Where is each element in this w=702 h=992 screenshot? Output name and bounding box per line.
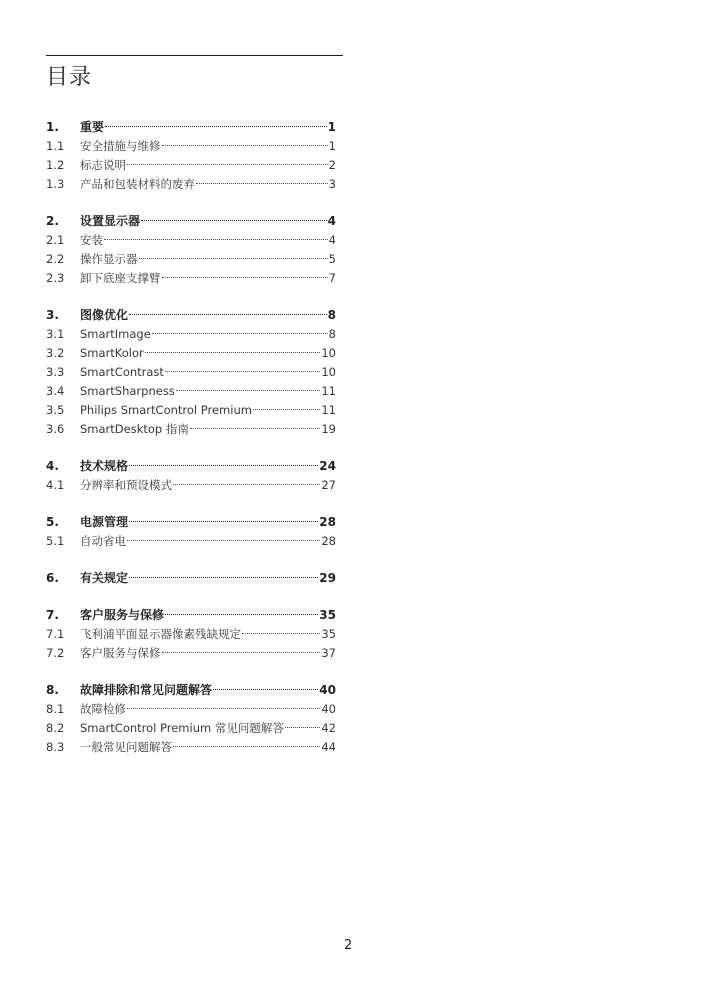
toc-entry-page: 42 bbox=[321, 721, 336, 735]
toc-section-8[interactable] bbox=[46, 675, 336, 697]
toc-entry-number: 2.3 bbox=[46, 271, 65, 285]
toc-entry-title: 标志说明 bbox=[80, 158, 126, 172]
dot-leader bbox=[127, 694, 320, 713]
toc-entry-page: 5 bbox=[328, 252, 336, 266]
toc-entry-number: 4.1 bbox=[46, 478, 65, 492]
toc-entry-title: 技术规格 bbox=[80, 459, 129, 473]
dot-leader bbox=[190, 414, 320, 433]
dot-leader bbox=[139, 244, 328, 263]
toc-entry-number: 3.5 bbox=[46, 403, 65, 417]
toc-entry-page: 28 bbox=[319, 515, 336, 529]
toc-entry-number: 2.2 bbox=[46, 252, 65, 266]
toc-entry-number: 8.2 bbox=[46, 721, 65, 735]
toc-section-2[interactable] bbox=[46, 206, 336, 228]
toc-entry-page: 27 bbox=[321, 478, 336, 492]
dot-leader bbox=[253, 395, 320, 414]
toc-entry-page: 7 bbox=[328, 271, 336, 285]
toc-entry-number: 7. bbox=[46, 608, 59, 622]
toc-entry-number: 8.3 bbox=[46, 740, 65, 754]
toc-entry-number: 2.1 bbox=[46, 233, 65, 247]
table-of-contents bbox=[46, 112, 336, 754]
dot-leader bbox=[213, 675, 318, 694]
toc-entry-title: SmartKolor bbox=[80, 346, 144, 360]
dot-leader bbox=[152, 319, 328, 338]
toc-entry-title: 客户服务与保修 bbox=[80, 608, 165, 622]
toc-entry-title: SmartImage bbox=[80, 327, 151, 341]
toc-entry-title: 故障检修 bbox=[80, 702, 126, 716]
dot-leader bbox=[127, 150, 328, 169]
toc-entry-page: 35 bbox=[321, 627, 336, 641]
toc-entry-number: 5.1 bbox=[46, 534, 65, 548]
dot-leader bbox=[104, 225, 328, 244]
toc-entry-page: 2 bbox=[328, 158, 336, 172]
page-number: 2 bbox=[344, 938, 353, 953]
toc-entry-number: 1.3 bbox=[46, 177, 65, 191]
toc-section-3[interactable] bbox=[46, 300, 336, 322]
toc-entry-page: 24 bbox=[319, 459, 336, 473]
dot-leader bbox=[162, 263, 328, 282]
toc-entry-number: 5. bbox=[46, 515, 59, 529]
dot-leader bbox=[141, 206, 327, 225]
toc-entry-number: 3.4 bbox=[46, 384, 65, 398]
toc-entry-title: 安全措施与维修 bbox=[80, 139, 161, 153]
page-title: 目录 bbox=[46, 65, 93, 90]
toc-section-1[interactable] bbox=[46, 112, 336, 134]
dot-leader bbox=[145, 338, 321, 357]
dot-leader bbox=[173, 732, 320, 751]
toc-section-6[interactable] bbox=[46, 563, 336, 585]
toc-entry-page: 4 bbox=[328, 233, 336, 247]
toc-entry-title: Philips SmartControl Premium bbox=[80, 403, 252, 417]
toc-entry-page: 28 bbox=[321, 534, 336, 548]
dot-leader bbox=[127, 526, 320, 545]
toc-entry-title: SmartContrast bbox=[80, 365, 164, 379]
toc-entry-page: 8 bbox=[327, 308, 336, 322]
toc-entry-number: 3.2 bbox=[46, 346, 65, 360]
toc-entry-title: 飞利浦平面显示器像素残缺规定 bbox=[80, 627, 241, 641]
toc-entry-number: 1.1 bbox=[46, 139, 65, 153]
toc-entry-page: 37 bbox=[321, 646, 336, 660]
toc-entry-page: 1 bbox=[327, 120, 336, 134]
dot-leader bbox=[105, 112, 327, 131]
dot-leader bbox=[176, 376, 321, 395]
toc-entry-title: 设置显示器 bbox=[80, 214, 141, 228]
dot-leader bbox=[242, 619, 320, 638]
top-rule bbox=[46, 55, 343, 56]
toc-entry-page: 35 bbox=[319, 608, 336, 622]
toc-entry-number: 8.1 bbox=[46, 702, 65, 716]
toc-entry-title: 有关规定 bbox=[80, 571, 129, 585]
toc-section-5[interactable] bbox=[46, 507, 336, 529]
dot-leader bbox=[165, 357, 320, 376]
toc-entry-page: 10 bbox=[321, 346, 336, 360]
toc-entry-number: 1.2 bbox=[46, 158, 65, 172]
toc-section-4[interactable] bbox=[46, 451, 336, 473]
toc-entry-title: 故障排除和常见问题解答 bbox=[80, 683, 213, 697]
toc-entry-page: 8 bbox=[328, 327, 336, 341]
toc-entry-page: 40 bbox=[319, 683, 336, 697]
toc-entry-title: 图像优化 bbox=[80, 308, 129, 322]
toc-entry-page: 29 bbox=[319, 571, 336, 585]
dot-leader bbox=[285, 713, 321, 732]
toc-entry-number: 3.3 bbox=[46, 365, 65, 379]
toc-entry-page: 1 bbox=[328, 139, 336, 153]
toc-entry-number: 3.1 bbox=[46, 327, 65, 341]
toc-entry-title: 一般常见问题解答 bbox=[80, 740, 172, 754]
dot-leader bbox=[162, 131, 328, 150]
toc-entry-title: 操作显示器 bbox=[80, 252, 138, 266]
toc-entry-page: 40 bbox=[321, 702, 336, 716]
toc-entry-number: 1. bbox=[46, 120, 59, 134]
toc-entry-number: 2. bbox=[46, 214, 59, 228]
toc-entry-title: 重要 bbox=[80, 120, 105, 134]
dot-leader bbox=[129, 300, 327, 319]
toc-entry-title: 客户服务与保修 bbox=[80, 646, 161, 660]
toc-entry-page: 10 bbox=[321, 365, 336, 379]
toc-entry-number: 3.6 bbox=[46, 422, 65, 436]
toc-entry-page: 44 bbox=[321, 740, 336, 754]
toc-section-7[interactable] bbox=[46, 600, 336, 622]
dot-leader bbox=[162, 638, 321, 657]
toc-entry-page: 3 bbox=[328, 177, 336, 191]
dot-leader bbox=[129, 563, 318, 582]
toc-entry-number: 8. bbox=[46, 683, 59, 697]
toc-entry-title: 卸下底座支撑臂 bbox=[80, 271, 161, 285]
toc-entry-title: SmartDesktop 指南 bbox=[80, 422, 189, 436]
toc-entry-title: 电源管理 bbox=[80, 515, 129, 529]
toc-entry-title: SmartSharpness bbox=[80, 384, 175, 398]
toc-entry-number: 4. bbox=[46, 459, 59, 473]
dot-leader bbox=[196, 169, 328, 188]
toc-entry-page: 4 bbox=[327, 214, 336, 228]
toc-entry-title: 安装 bbox=[80, 233, 103, 247]
dot-leader bbox=[129, 507, 318, 526]
toc-entry-page: 19 bbox=[321, 422, 336, 436]
toc-entry-title: 分辨率和预设模式 bbox=[80, 478, 172, 492]
toc-entry-title: SmartControl Premium 常见问题解答 bbox=[80, 721, 284, 735]
dot-leader bbox=[173, 470, 320, 489]
toc-entry-number: 6. bbox=[46, 571, 59, 585]
toc-entry-number: 7.1 bbox=[46, 627, 65, 641]
toc-entry-number: 3. bbox=[46, 308, 59, 322]
dot-leader bbox=[165, 600, 318, 619]
toc-entry-page: 11 bbox=[321, 384, 336, 398]
toc-entry-title: 自动省电 bbox=[80, 534, 126, 548]
toc-entry-number: 7.2 bbox=[46, 646, 65, 660]
dot-leader bbox=[129, 451, 318, 470]
toc-entry-title: 产品和包装材料的废弃 bbox=[80, 177, 195, 191]
toc-entry-page: 11 bbox=[321, 403, 336, 417]
